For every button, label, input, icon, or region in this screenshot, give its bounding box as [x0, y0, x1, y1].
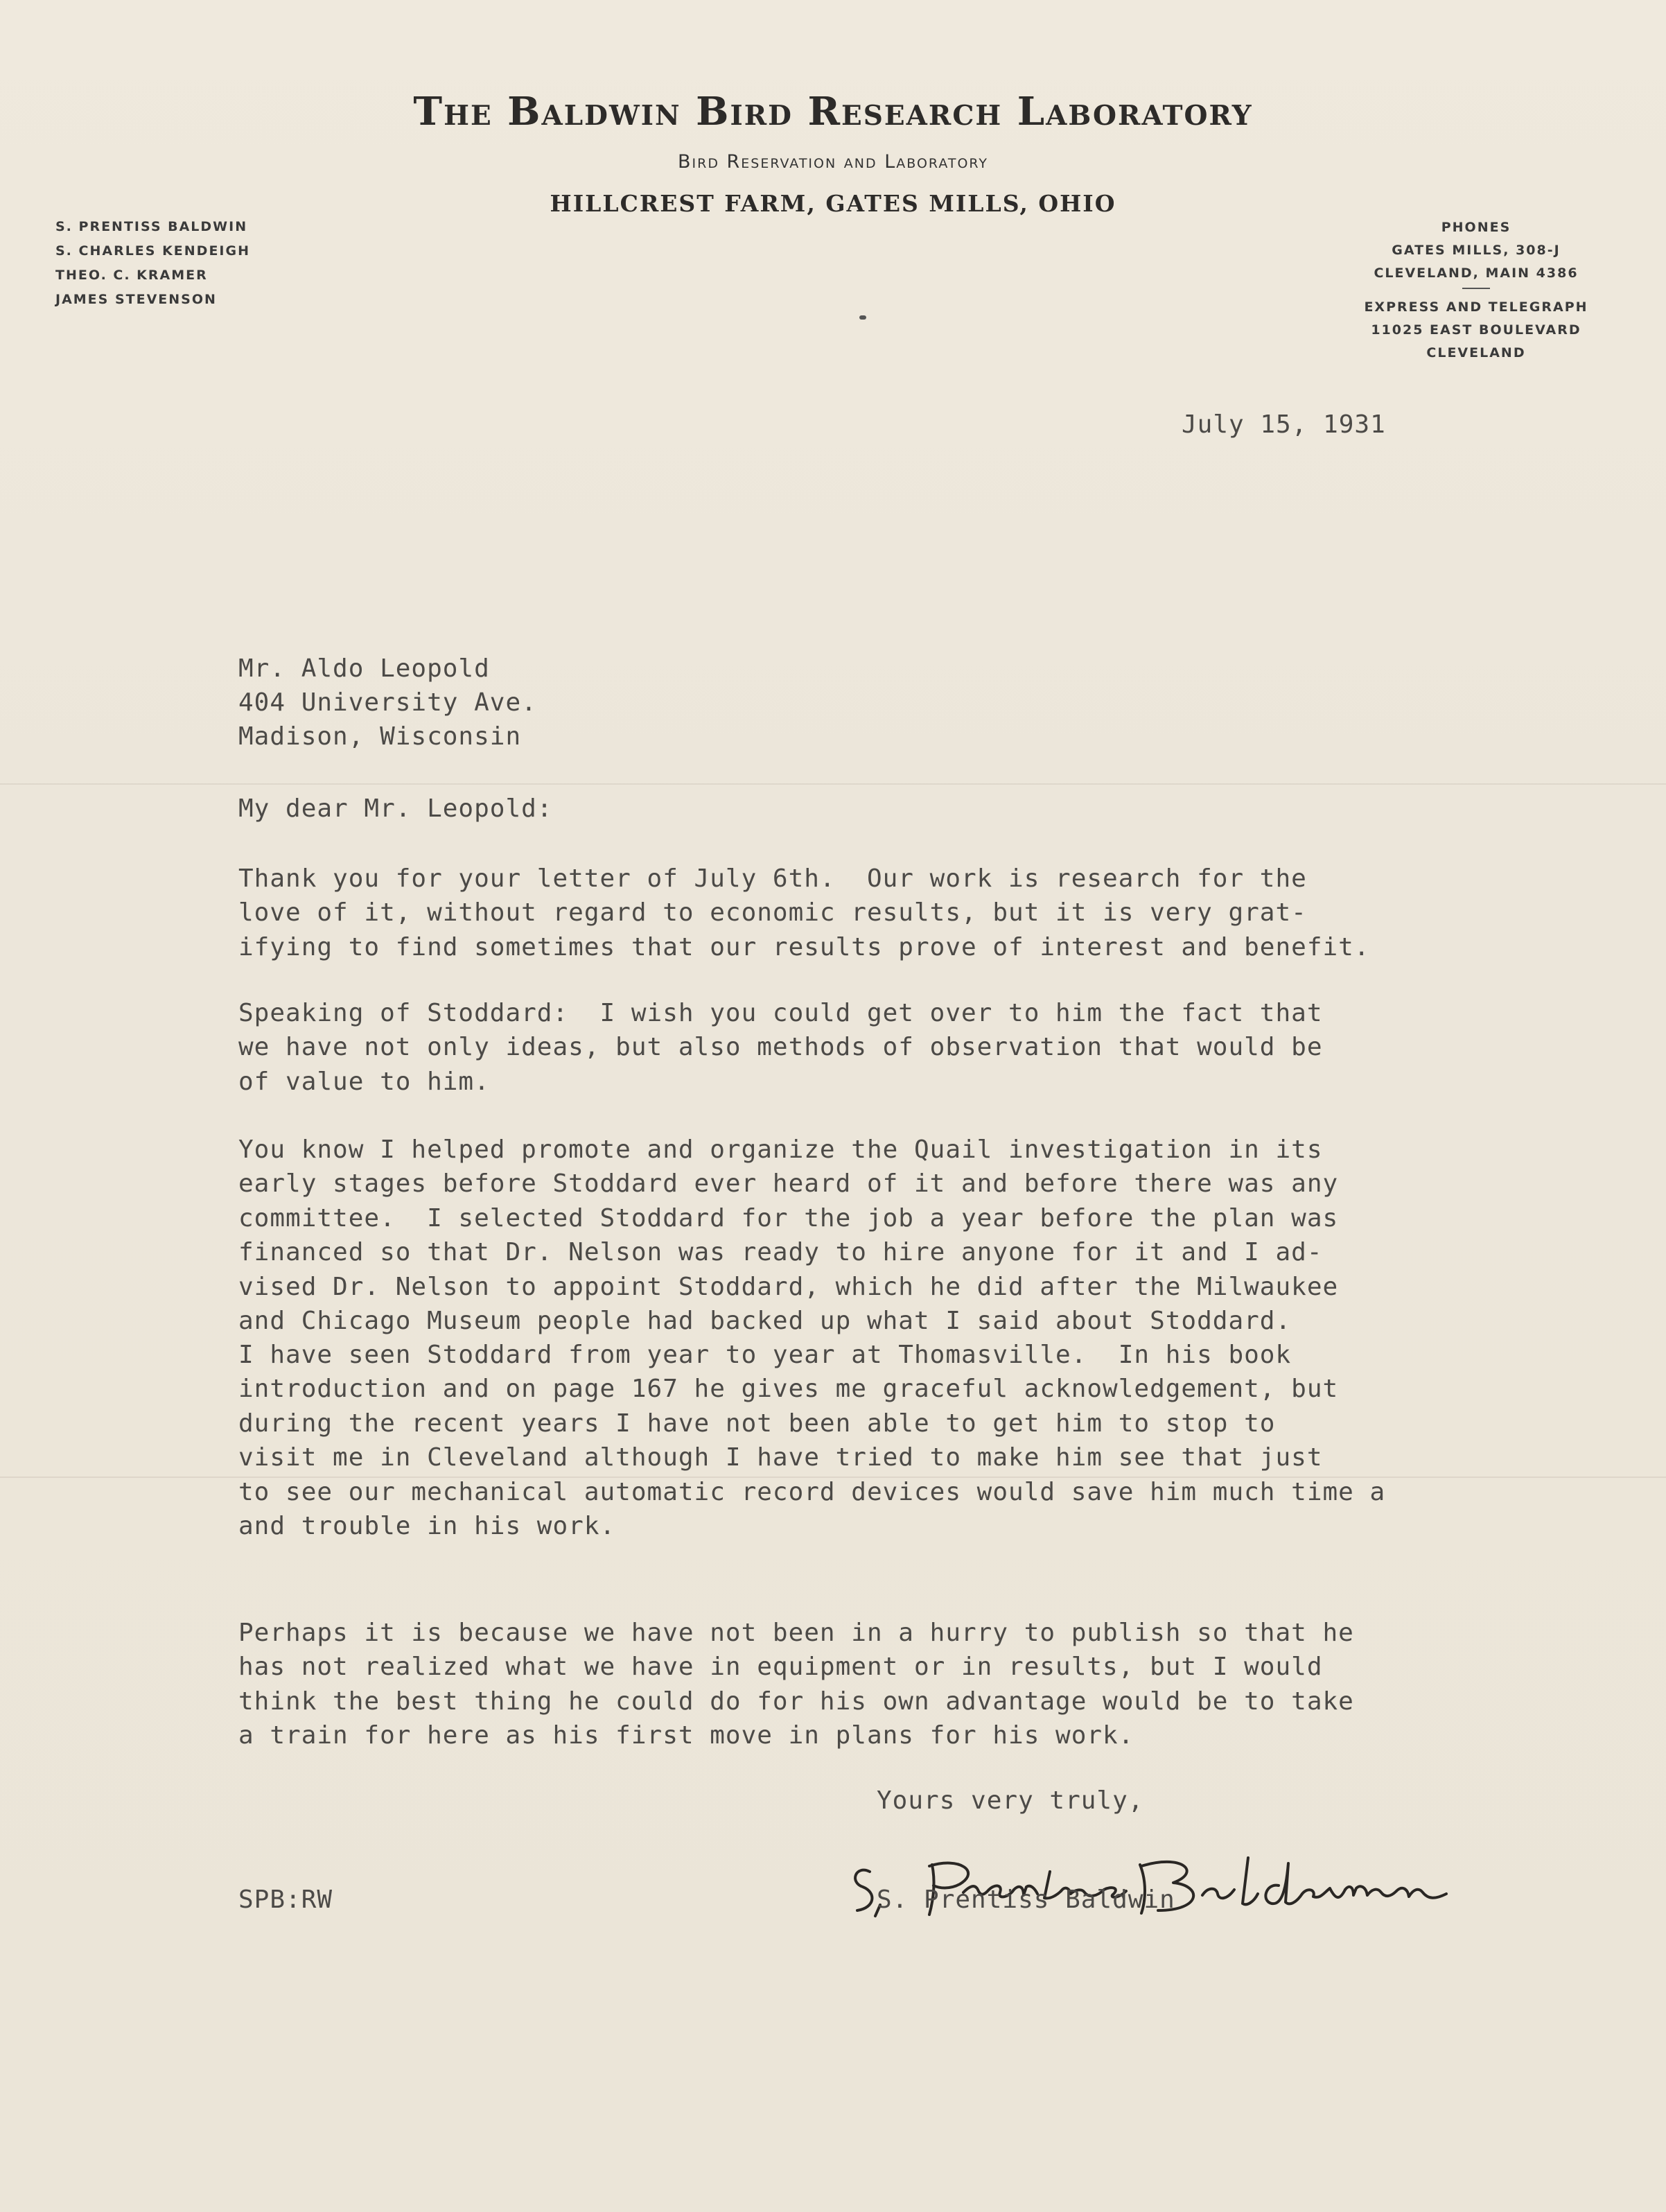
- signer-name: S. Prentiss Baldwin: [877, 1886, 1175, 1914]
- salutation: My dear Mr. Leopold:: [238, 794, 553, 823]
- paragraph: Perhaps it is because we have not been in a hurry to publish so that he has not realized what we have in equipment or in results, but I would think the best thing he could do for his own advantage would be to take a train for here as his first move in plans for his work.: [238, 1619, 1354, 1750]
- staff-name: S. PRENTISS BALDWIN: [55, 219, 248, 234]
- paragraph: I have seen Stoddard from year to year at Thomasville. In his book introduction and on page 167 he gives me graceful acknowledgement, but during the recent years I have not been able to get him to stop to visit me in Cleveland although I have tried to make him see that just to see our mechanical automatic record devices would save him much time a and trouble in his work.: [238, 1341, 1386, 1541]
- reference-initials: SPB:RW: [238, 1886, 333, 1914]
- letter-date: July 15, 1931: [1182, 410, 1386, 439]
- phone-line: CLEVELAND, MAIN 4386: [1374, 265, 1579, 281]
- paper-fold: [0, 783, 1666, 785]
- express-line: 11025 EAST BOULEVARD: [1371, 322, 1581, 338]
- express-heading: EXPRESS AND TELEGRAPH: [1364, 299, 1588, 315]
- letterhead-title: The Baldwin Bird Research Laboratory: [413, 89, 1253, 134]
- staff-name: JAMES STEVENSON: [55, 292, 217, 307]
- divider: [1462, 288, 1490, 289]
- ink-speck: [859, 315, 866, 320]
- phones-heading: PHONES: [1441, 220, 1511, 235]
- staff-name: S. CHARLES KENDEIGH: [55, 243, 251, 259]
- staff-list: [55, 215, 250, 312]
- paragraph: Speaking of Stoddard: I wish you could get over to him the fact that we have not only ideas, but also methods of observation that would be of value to him.: [238, 999, 1323, 1096]
- staff-name: THEO. C. KRAMER: [55, 268, 208, 283]
- letterhead-address: HILLCREST FARM, GATES MILLS, OHIO: [550, 190, 1116, 217]
- contact-block: [1338, 216, 1615, 365]
- recipient-line: Mr. Aldo Leopold: [238, 654, 490, 683]
- closing: Yours very truly,: [877, 1786, 1144, 1815]
- paragraph: Thank you for your letter of July 6th. Our work is research for the love of it, without regard to economic results, but it is very grat- ifying to find sometimes that our results prove of interest and benefit.: [238, 864, 1370, 961]
- paragraph: You know I helped promote and organize the Quail investigation in its early stages before Stoddard ever heard of it and before there was any committee. I selected Stoddard for the job a year before the plan was financed so that Dr. Nelson was ready to hire anyone for it and I ad- vised Dr. Nelson to appoint Stoddard, which he did after the Milwaukee and Chicago Museum people had backed up what I said about Stoddard.: [238, 1135, 1339, 1336]
- recipient-address: [238, 652, 537, 754]
- recipient-line: 404 University Ave.: [238, 688, 537, 717]
- recipient-line: Madison, Wisconsin: [238, 722, 522, 751]
- express-line: CLEVELAND: [1426, 345, 1526, 360]
- letterhead-subtitle: Bird Reservation and Laboratory: [677, 151, 989, 173]
- phone-line: GATES MILLS, 308-J: [1392, 243, 1561, 258]
